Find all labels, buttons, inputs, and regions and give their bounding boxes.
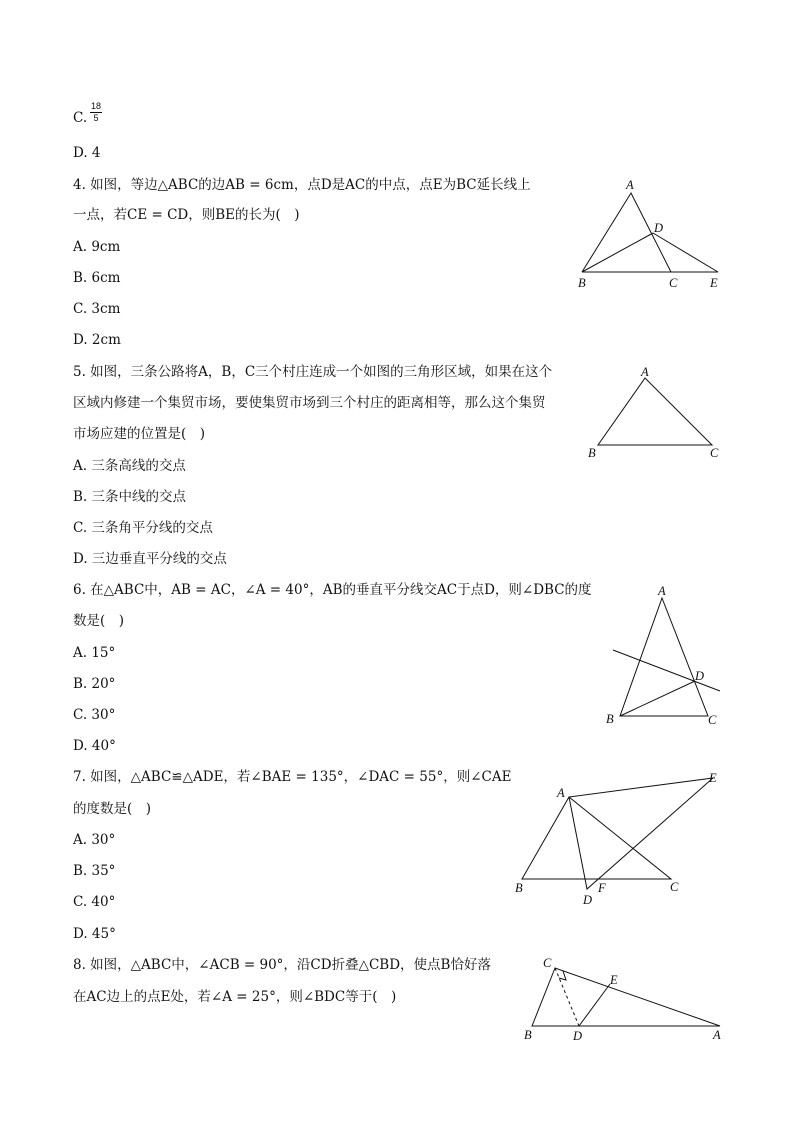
q6-label-a: A — [658, 584, 666, 598]
q4-option-d: D. 2cm — [73, 332, 121, 348]
q3-option-c — [73, 108, 87, 128]
q7-triangle-abc — [522, 797, 671, 879]
q8-figure — [515, 950, 730, 1045]
q7-label-f: F — [598, 881, 606, 895]
q8-label-e: E — [610, 973, 618, 987]
q8-label-c: C — [543, 956, 552, 970]
q4-option-b: B. 6cm — [73, 270, 121, 286]
q5-option-d: D. 三边垂直平分线的交点 — [73, 551, 227, 567]
q7-label-b: B — [515, 881, 523, 895]
q8-right-angle-mark — [559, 971, 566, 980]
q6-label-b: B — [606, 712, 614, 726]
q6-label-d: D — [695, 669, 705, 683]
q5-label-b: B — [588, 446, 596, 460]
q4-option-c: C. 3cm — [73, 301, 121, 317]
q6-figure — [600, 580, 730, 735]
q6-label-c: C — [708, 713, 717, 727]
q7-label-c: C — [670, 880, 679, 894]
q4-segment-bd — [582, 233, 653, 272]
q8-stem-line2: 在AC边上的点E处，若∠A = 25°，则∠BDC等于( ) — [73, 989, 397, 1005]
q6-triangle-abc — [620, 598, 708, 716]
q7-triangle-ade — [569, 778, 713, 889]
q3-option-c-prefix: C. — [73, 110, 88, 126]
q6-stem-line2: 数是( ) — [73, 613, 125, 629]
q5-option-a: A. 三条高线的交点 — [73, 458, 186, 474]
q5-option-b: B. 三条中线的交点 — [73, 489, 187, 505]
q4-label-e: E — [710, 276, 718, 290]
q7-option-a: A. 30° — [73, 832, 116, 848]
fraction-numerator: 18 — [90, 101, 101, 111]
q8-label-d: D — [573, 1029, 583, 1043]
q7-label-e: E — [709, 771, 717, 785]
q4-label-b: B — [578, 276, 586, 290]
q7-option-c: C. 40° — [73, 894, 116, 910]
q7-stem-line2: 的度数是( ) — [73, 801, 152, 817]
q5-stem-line2: 区域内修建一个集贸市场，要使集贸市场到三个村庄的距离相等，那么这个集贸 — [73, 395, 546, 411]
q4-option-a: A. 9cm — [73, 239, 121, 255]
q6-option-a: A. 15° — [73, 645, 116, 661]
q7-option-b: B. 35° — [73, 863, 116, 879]
q7-label-d: D — [583, 893, 593, 907]
q8-fold-cd — [555, 968, 579, 1026]
q4-stem-line1: 4. 如图，等边△ABC的边AB = 6cm，点D是AC的中点，点E为BC延长线上 — [73, 177, 531, 193]
q5-label-a: A — [641, 365, 649, 379]
q7-label-a: A — [557, 786, 565, 800]
q6-segment-bd — [620, 681, 695, 716]
q5-stem-line1: 5. 如图，三条公路将A，B，C三个村庄连成一个如图的三角形区域，如果在这个 — [73, 364, 553, 380]
q4-label-d: D — [654, 221, 664, 235]
fraction-denominator: 5 — [93, 113, 99, 123]
q8-segment-de — [579, 984, 610, 1026]
q7-option-d: D. 45° — [73, 926, 116, 942]
q4-segment-de — [653, 233, 718, 272]
q5-stem-line3: 市场应建的位置是( ) — [73, 426, 206, 442]
q5-figure — [580, 362, 730, 467]
q7-stem-line1: 7. 如图，△ABC≌△ADE，若∠BAE = 135°，∠DAC = 55°，则∠CAE — [73, 769, 512, 785]
q6-option-c: C. 30° — [73, 707, 116, 723]
q6-option-d: D. 40° — [73, 738, 116, 754]
q8-label-a: A — [713, 1028, 721, 1042]
q6-stem-line1: 6. 在△ABC中，AB = AC，∠A = 40°，AB的垂直平分线交AC于点D，则∠DBC的度 — [73, 582, 592, 598]
q4-stem-line2: 一点，若CE = CD，则BE的长为( ) — [73, 207, 300, 223]
q3-option-c-fraction — [90, 101, 102, 123]
q6-option-b: B. 20° — [73, 676, 116, 692]
q8-triangle-abc — [532, 968, 720, 1026]
q5-option-c: C. 三条角平分线的交点 — [73, 520, 213, 536]
q8-stem-line1: 8. 如图，△ABC中，∠ACB = 90°，沿CD折叠△CBD，使点B恰好落 — [73, 957, 491, 973]
q7-figure — [505, 765, 730, 910]
q4-label-c: C — [669, 276, 678, 290]
q8-label-b: B — [524, 1028, 532, 1042]
q4-label-a: A — [626, 178, 634, 192]
q4-figure — [570, 175, 730, 295]
q5-label-c: C — [710, 446, 719, 460]
q5-triangle-abc — [598, 378, 712, 445]
q3-option-d: D. 4 — [73, 145, 101, 161]
